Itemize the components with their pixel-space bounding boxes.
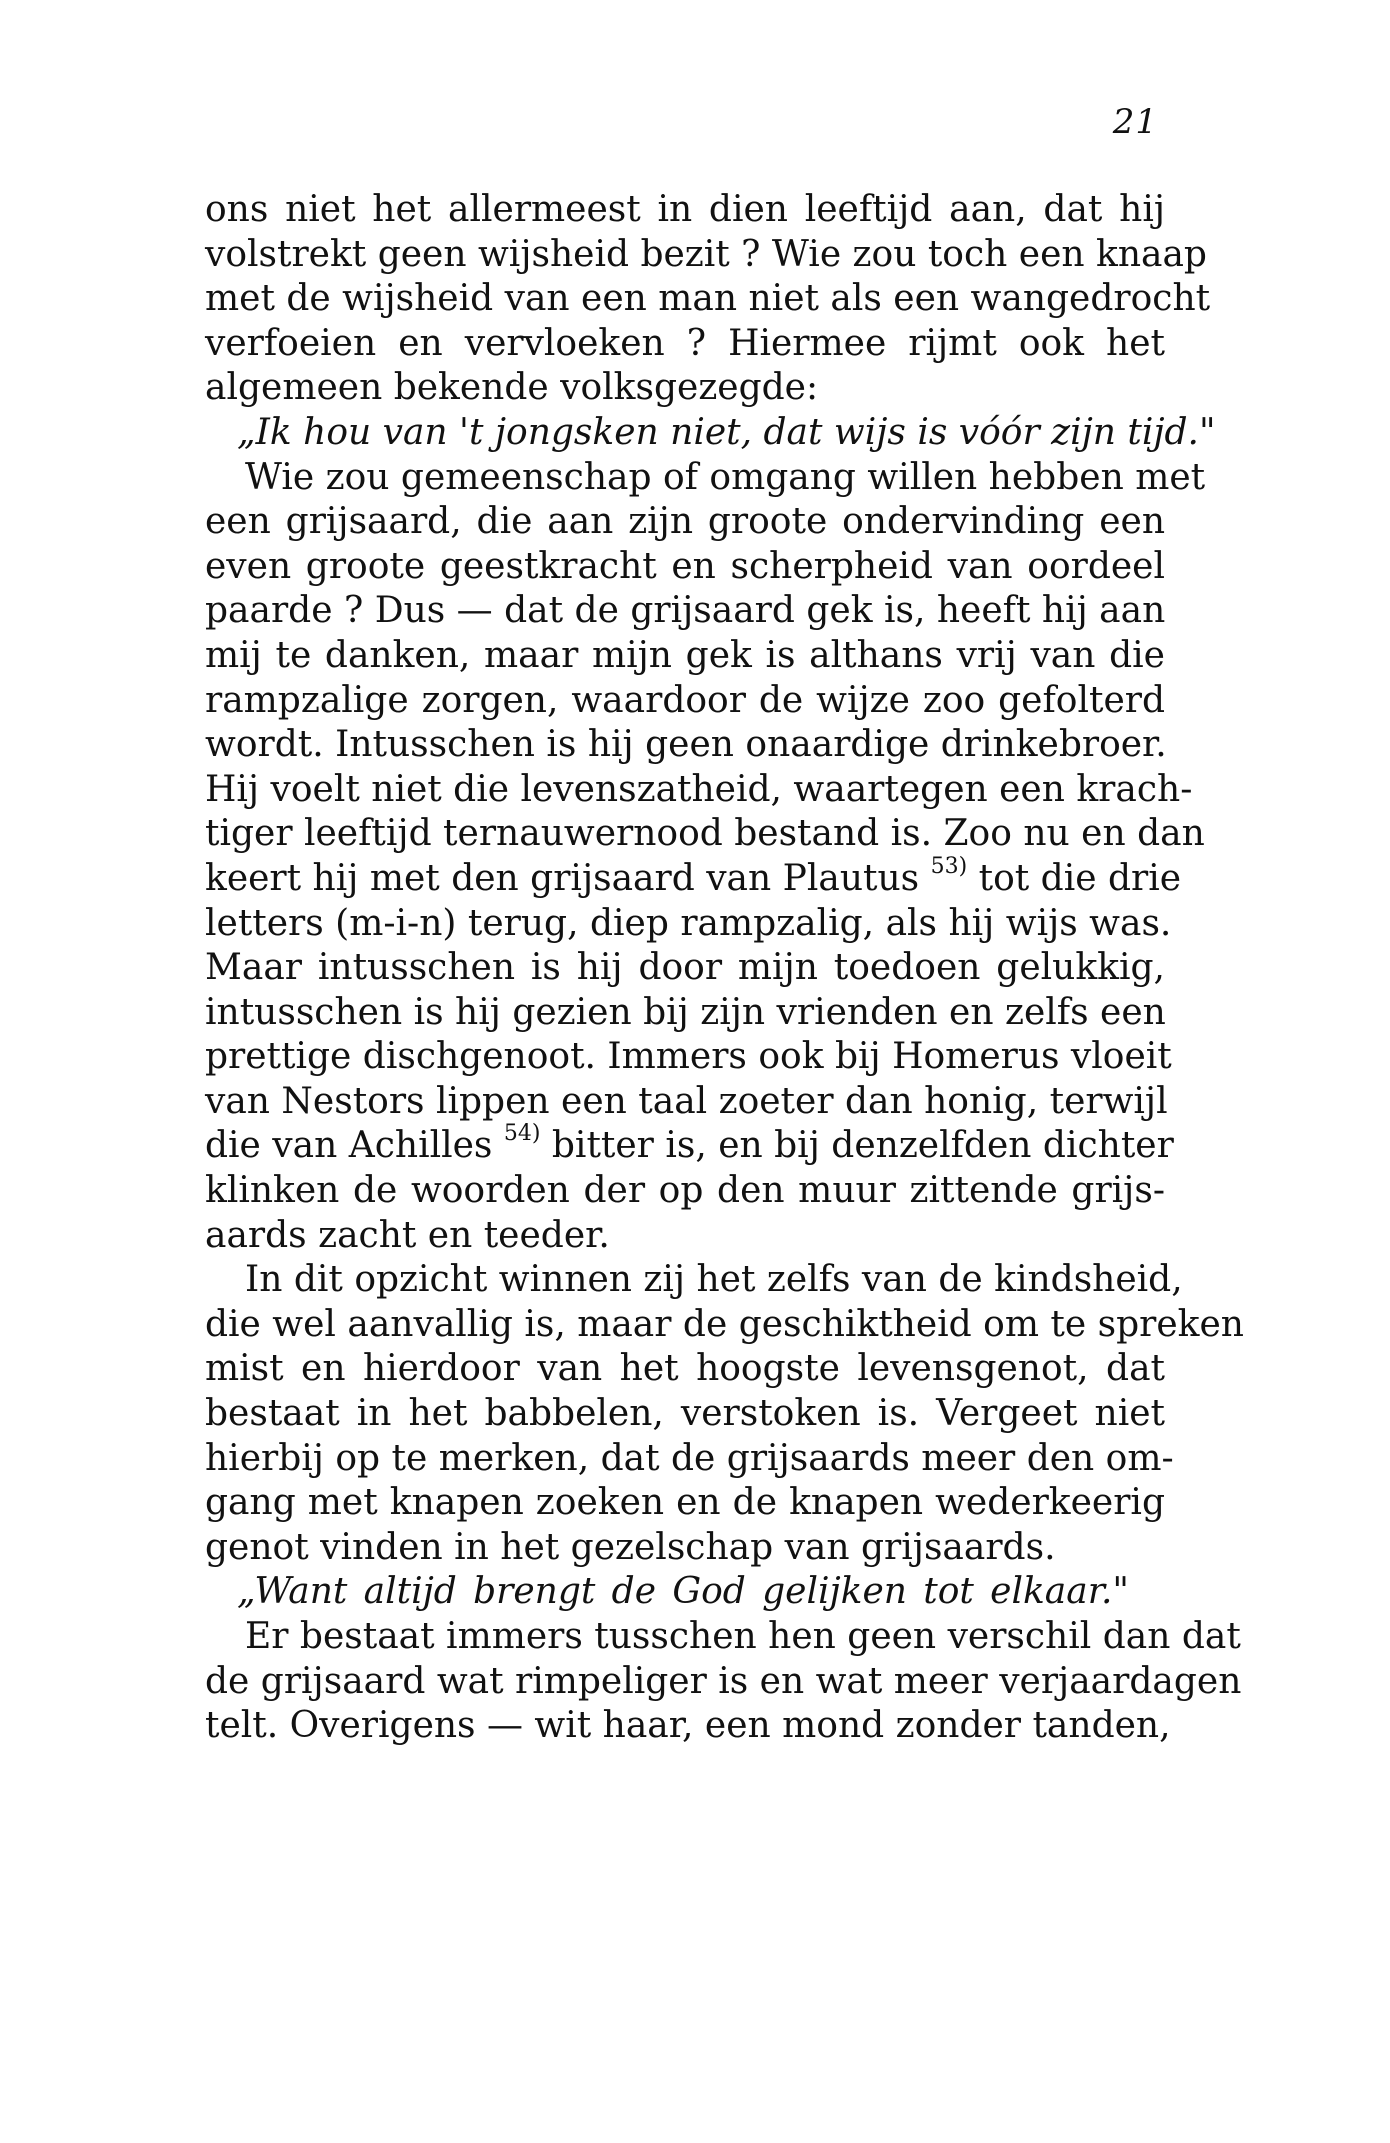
text-line — [205, 1660, 1242, 1705]
text-line — [205, 411, 1216, 456]
text-line — [205, 1570, 1165, 1615]
body-text — [205, 188, 1244, 1749]
text-line-content: van Nestors lippen een taal zoeter dan honig, terwijl — [205, 1080, 1168, 1122]
text-line — [205, 723, 1165, 768]
text-line — [205, 545, 1165, 590]
text-line — [205, 853, 1182, 902]
text-line-content: klinken de woorden der op den muur zittende grijs- — [205, 1170, 1165, 1212]
text-line — [205, 1704, 1171, 1749]
text-line-content: mist en hierdoor van het hoogste levensgenot, dat — [205, 1348, 1165, 1390]
text-line-content: rampzalige zorgen, waardoor de wijze zoo gefolterd — [205, 679, 1165, 721]
text-line-content: keert hij met den grijsaard van Plautus — [205, 857, 920, 899]
text-line-content: Er bestaat immers tusschen hen geen verschil dan dat — [245, 1616, 1241, 1657]
text-line-content: met de wijsheid van een man niet als een wangedrocht — [205, 278, 1211, 320]
text-line — [205, 188, 1165, 233]
text-line-content: telt. Overigens — wit haar, een mond zonder tanden, — [205, 1705, 1171, 1747]
text-line-content: hierbij op te merken, dat de grijsaards meer den om- — [205, 1437, 1174, 1479]
footnote-reference: 54) — [503, 1121, 541, 1147]
text-line-content: gang met knapen zoeken en de knapen wederkeerig — [205, 1482, 1165, 1524]
text-line — [205, 902, 1172, 947]
text-line — [205, 500, 1165, 545]
footnote-reference: 53) — [930, 853, 968, 879]
text-line-content: een grijsaard, die aan zijn groote ondervinding een — [205, 501, 1165, 543]
text-line-content: letters (m-i-n) terug, diep rampzalig, als hij wijs was. — [205, 902, 1172, 944]
text-line — [205, 679, 1165, 724]
text-line — [205, 589, 1165, 634]
text-line — [205, 1392, 1165, 1437]
text-line-continuation: tot die drie — [967, 857, 1182, 899]
text-line — [205, 1080, 1168, 1125]
text-line — [205, 1481, 1165, 1526]
text-line — [205, 1526, 1165, 1571]
text-line-content: In dit opzicht winnen zij het zelfs van de kindsheid, — [245, 1259, 1183, 1301]
text-line — [205, 277, 1211, 322]
text-line — [205, 1214, 1165, 1259]
text-line — [205, 366, 1165, 411]
text-line — [205, 991, 1165, 1036]
text-line-content: Maar intusschen is hij door mijn toedoen gelukkig, — [205, 947, 1165, 989]
text-line-content: de grijsaard wat rimpeliger is en wat meer verjaardagen — [205, 1660, 1242, 1702]
text-line-content: tiger leeftijd ternauwernood bestand is. Zoo nu en dan — [205, 813, 1205, 855]
text-line — [205, 1121, 1174, 1169]
text-line-content: Hij voelt niet die levenszatheid, waartegen een krach- — [205, 768, 1193, 810]
text-line — [205, 768, 1193, 813]
text-line — [205, 1258, 1183, 1303]
text-line — [205, 322, 1165, 367]
text-line-continuation: bitter is, en bij denzelfden dichter — [540, 1125, 1174, 1167]
text-line — [205, 946, 1165, 991]
text-line — [205, 233, 1207, 278]
text-line — [205, 634, 1165, 679]
text-line — [205, 1437, 1174, 1482]
text-line — [205, 812, 1205, 857]
text-line — [205, 1303, 1244, 1348]
text-line — [205, 456, 1206, 501]
text-line-content: Wie zou gemeenschap of omgang willen hebben met — [245, 456, 1206, 498]
text-line-content: „Ik hou van 't jongsken niet, dat wijs is vóór zijn tijd." — [237, 411, 1216, 453]
text-line-content: ons niet het allermeest in dien leeftijd aan, dat hij — [205, 189, 1165, 230]
text-line — [205, 1035, 1172, 1080]
text-line-content: wordt. Intusschen is hij geen onaardige drinkebroer. — [205, 724, 1167, 766]
page-number: 21 — [1112, 102, 1158, 142]
text-line-content: even groote geestkracht en scherpheid van oordeel — [205, 545, 1165, 587]
text-line-content: aards zacht en teeder. — [205, 1214, 610, 1256]
text-line-content: bestaat in het babbelen, verstoken is. Vergeet niet — [205, 1393, 1165, 1435]
text-line-content: paarde ? Dus — dat de grijsaard gek is, heeft hij aan — [205, 590, 1166, 632]
text-line-content: intusschen is hij gezien bij zijn vrienden en zelfs een — [205, 991, 1166, 1033]
text-line — [205, 1347, 1165, 1392]
text-line-content: algemeen bekende volksgezegde: — [205, 367, 819, 409]
text-line-content: volstrekt geen wijsheid bezit ? Wie zou toch een knaap — [205, 233, 1207, 275]
text-line-content: die van Achilles — [205, 1125, 493, 1167]
text-line — [205, 1615, 1241, 1660]
text-line-content: prettige dischgenoot. Immers ook bij Homerus vloeit — [205, 1036, 1172, 1078]
text-line-content: verfoeien en vervloeken ? Hiermee rijmt ook het — [205, 322, 1165, 364]
text-line-content: „Want altijd brengt de God gelijken tot elkaar." — [237, 1571, 1129, 1613]
text-line-content: die wel aanvallig is, maar de geschiktheid om te spreken — [205, 1303, 1244, 1345]
text-line-content: genot vinden in het gezelschap van grijsaards. — [205, 1526, 1056, 1568]
text-line-content: mij te danken, maar mijn gek is althans vrij van die — [205, 634, 1165, 676]
text-line — [205, 1169, 1165, 1214]
